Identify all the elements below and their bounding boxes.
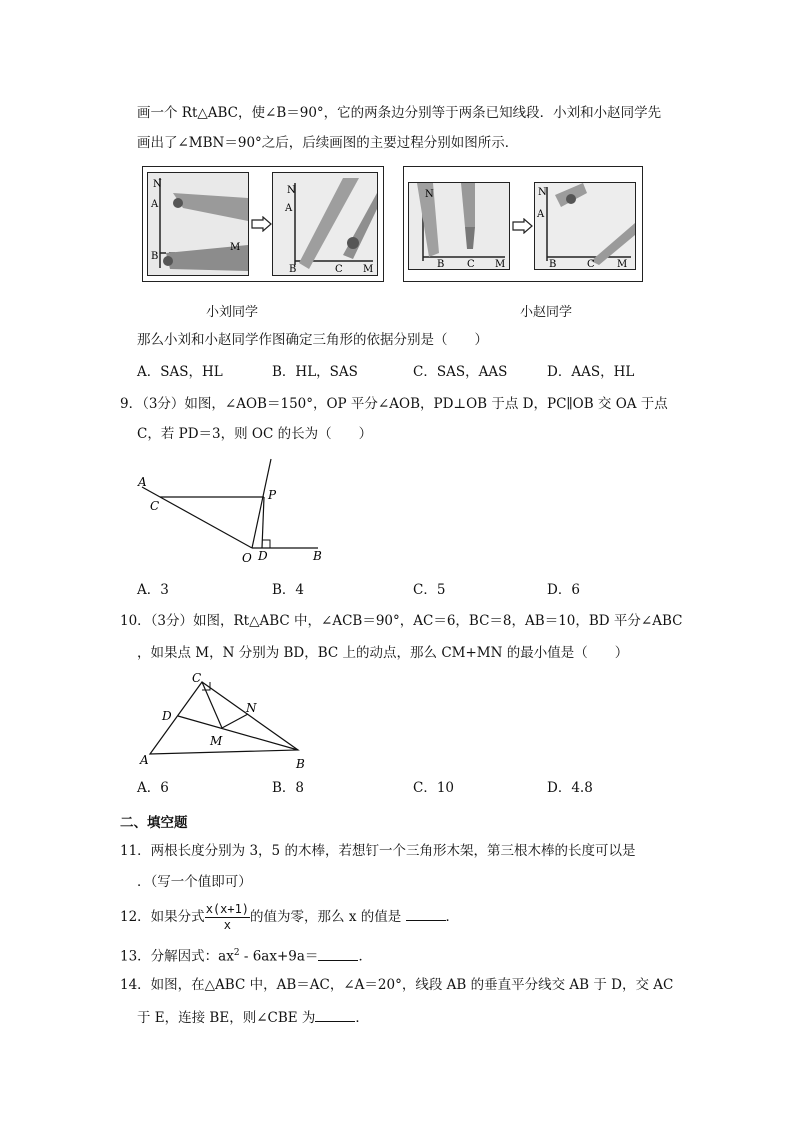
liu-left-label: M — [230, 242, 241, 253]
q9-label: D — [258, 549, 268, 563]
liu-right-label: M — [363, 264, 374, 275]
q10-option-c[interactable]: C．10 — [413, 780, 455, 796]
zhao-right-label: A — [537, 209, 545, 220]
q13-prefix: 13．分解因式：ax — [120, 948, 234, 965]
q11-line-2: ．（写一个值即可） — [137, 874, 252, 890]
q10-option-b[interactable]: B．8 — [272, 780, 305, 796]
section-title: 二、填空题 — [120, 815, 188, 831]
q9-label: O — [242, 551, 252, 565]
zhao-right-label: B — [549, 259, 557, 269]
zhao-left-label: M — [495, 259, 506, 269]
q14-line-2 — [137, 1007, 369, 1028]
q12-end: ． — [445, 909, 460, 925]
zhao-left-drawing — [409, 183, 509, 269]
q12-prefix: 12．如果分式 — [120, 909, 205, 925]
q10-label: C — [192, 671, 202, 685]
liu-right-label: C — [335, 264, 343, 275]
intro-line-1: 画一个 Rt△ABC，使∠B＝90°，它的两条边分别等于两条已知线段．小刘和小赵同学先 — [137, 105, 662, 121]
liu-photo-right — [272, 172, 378, 276]
zhao-photo-right — [534, 182, 636, 270]
q12-answer-blank[interactable] — [406, 906, 446, 921]
liu-right-label: N — [287, 185, 296, 196]
q12-line — [120, 900, 459, 934]
q9-option-c[interactable]: C．5 — [413, 582, 446, 598]
q11-line-1: 11．两根长度分别为 3，5 的木棒，若想钉一个三角形木架，第三根木棒的长度可以是 — [120, 843, 636, 859]
q9-option-b[interactable]: B．4 — [272, 582, 305, 598]
q13-sup: 2 — [233, 948, 240, 958]
q9-label: C — [150, 499, 160, 513]
q8-option-c[interactable]: C．SAS，AAS — [413, 364, 508, 380]
q12-fraction — [205, 902, 250, 933]
q8-question: 那么小刘和小赵同学作图确定三角形的依据分别是（ ） — [137, 332, 488, 348]
intro-line-2: 画出了∠MBN＝90°之后，后续画图的主要过程分别如图所示． — [137, 135, 519, 151]
q8-option-d[interactable]: D．AAS，HL — [547, 364, 635, 380]
zhao-right-drawing — [535, 183, 635, 269]
q10-label: A — [140, 753, 149, 767]
q10-diagram — [130, 668, 320, 770]
q13-end: ． — [358, 948, 372, 965]
zhao-photo-left — [408, 182, 510, 270]
q9-label: B — [313, 549, 322, 563]
q14-end: ． — [355, 1010, 369, 1026]
q10-label: D — [162, 709, 172, 723]
liu-right-label: B — [289, 264, 297, 275]
q10-label: M — [210, 734, 223, 748]
q10-option-a[interactable]: A．6 — [137, 780, 169, 796]
liu-left-label: N — [153, 179, 162, 190]
q9-label: A — [138, 475, 147, 489]
q10-label: N — [246, 701, 257, 715]
zhao-left-label: C — [467, 259, 475, 269]
zhao-right-label: C — [587, 259, 595, 269]
q8-option-b[interactable]: B．HL，SAS — [272, 364, 358, 380]
q10-line-2: ，如果点 M，N 分别为 BD，BC 上的动点，那么 CM+MN 的最小值是（ ） — [137, 645, 629, 661]
q12-denominator: x — [223, 918, 231, 932]
liu-left-label: B — [151, 251, 159, 262]
q10-option-d[interactable]: D．4.8 — [547, 780, 593, 796]
zhao-caption: 小赵同学 — [520, 305, 573, 320]
q9-diagram — [130, 455, 340, 570]
q13-mid: - 6ax+9a＝ — [239, 948, 319, 965]
q14-line-2-text: 于 E，连接 BE，则∠CBE 为 — [137, 1010, 316, 1026]
liu-caption: 小刘同学 — [206, 305, 259, 320]
zhao-left-label: N — [425, 189, 434, 200]
q14-answer-blank[interactable] — [315, 1007, 355, 1022]
q12-numerator: x(x+1) — [205, 902, 250, 916]
q10-line-1: 10．（3分）如图，Rt△ABC 中，∠ACB＝90°，AC＝6，BC＝8，AB＝10，BD 平分∠ABC — [120, 613, 683, 629]
q9-line-2: C，若 PD＝3，则 OC 的长为（ ） — [137, 426, 373, 442]
q14-line-1: 14．如图，在△ABC 中，AB＝AC，∠A＝20°，线段 AB 的垂直平分线交 AB 于 D，交 AC — [120, 977, 674, 993]
liu-left-drawing — [148, 173, 248, 275]
q10-label: B — [296, 757, 305, 770]
q9-option-a[interactable]: A．3 — [137, 582, 169, 598]
liu-right-drawing — [273, 173, 377, 275]
arrow-right-icon — [512, 218, 534, 234]
q8-option-a[interactable]: A．SAS，HL — [137, 364, 223, 380]
q13-answer-blank[interactable] — [318, 946, 358, 961]
liu-left-label: A — [151, 199, 159, 210]
q9-option-d[interactable]: D．6 — [547, 582, 580, 598]
q13-line — [120, 943, 372, 967]
arrow-right-icon — [251, 216, 273, 232]
zhao-right-label: M — [617, 259, 628, 269]
liu-photo-left — [147, 172, 249, 276]
zhao-right-label: N — [538, 187, 547, 198]
q9-label: P — [268, 488, 277, 502]
q12-suffix: 的值为零，那么 x 的值是 — [250, 909, 402, 925]
liu-right-label: A — [285, 203, 293, 214]
zhao-left-label: B — [437, 259, 445, 269]
q9-line-1: 9．（3分）如图，∠AOB＝150°，OP 平分∠AOB，PD⊥OB 于点 D，PC∥OB 交 OA 于点 — [120, 396, 668, 412]
